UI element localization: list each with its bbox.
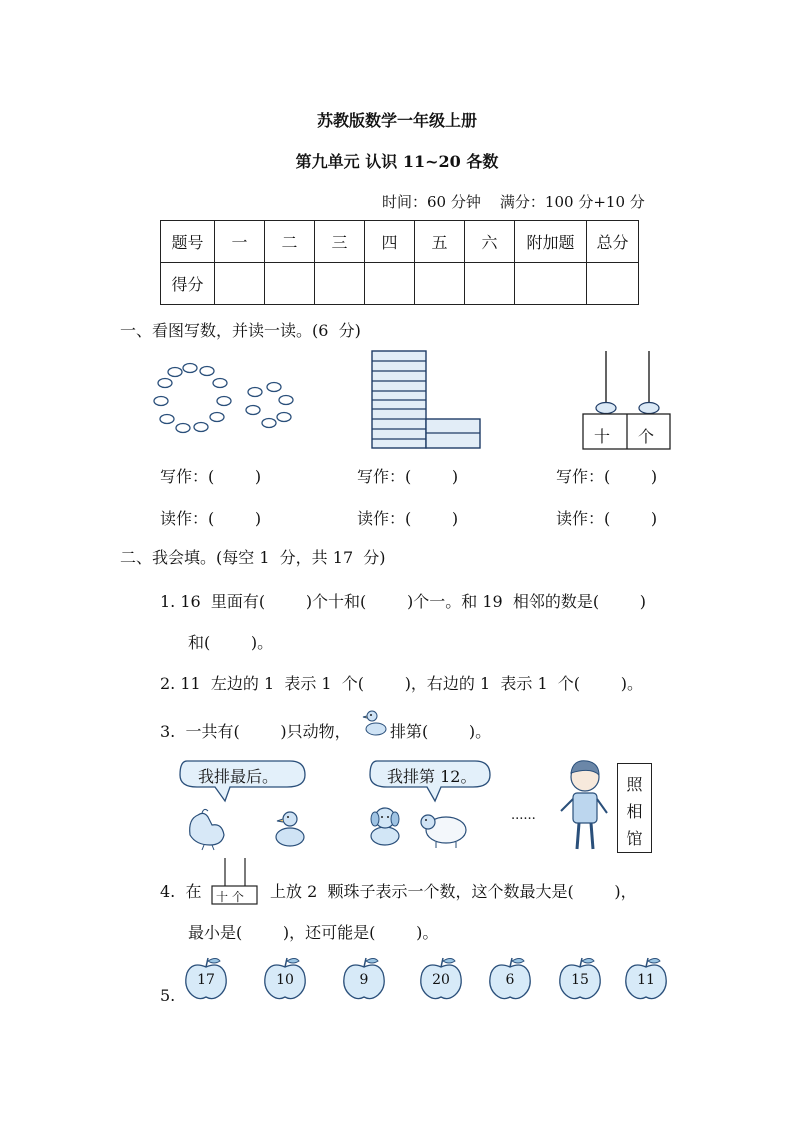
apple-number-20[interactable] xyxy=(417,955,465,1003)
score-input-cell[interactable] xyxy=(315,263,365,305)
ellipsis-dots: ...... xyxy=(511,808,536,823)
score-input-cell[interactable] xyxy=(215,263,265,305)
apple-number-9[interactable] xyxy=(340,955,388,1003)
write-answer-2[interactable]: 写作：( ) xyxy=(357,467,459,486)
sign-char: 馆 xyxy=(626,829,643,848)
write-answer-1[interactable]: 写作：( ) xyxy=(160,467,262,486)
table-cell: 得分 xyxy=(161,263,215,305)
read-answer-2[interactable]: 读作：( ) xyxy=(357,509,459,528)
apple-label: 17 xyxy=(197,972,215,988)
table-cell: 二 xyxy=(265,221,315,263)
duck-small-icon xyxy=(362,704,388,738)
abacus-ones-label: 个 xyxy=(638,427,655,446)
rooster-icon xyxy=(182,805,230,851)
section2-heading: 二、我会填。(每空 1 分，共 17 分) xyxy=(120,548,386,567)
table-cell: 五 xyxy=(415,221,465,263)
question-4-part-a: 4. 在 xyxy=(160,882,202,901)
table-cell: 一 xyxy=(215,221,265,263)
apple-label: 6 xyxy=(505,972,515,988)
question-3-part-a: 3. 一共有( )只动物， xyxy=(160,722,351,741)
duck-icon xyxy=(270,805,308,849)
section1-heading: 一、看图写数，并读一读。(6 分) xyxy=(120,321,361,340)
table-cell: 题号 xyxy=(161,221,215,263)
boy-icon xyxy=(555,755,615,855)
score-input-cell[interactable] xyxy=(265,263,315,305)
apple-label: 11 xyxy=(637,972,655,988)
table-row xyxy=(161,221,639,263)
read-answer-1[interactable]: 读作：( ) xyxy=(160,509,262,528)
table-cell: 四 xyxy=(365,221,415,263)
apple-number-11[interactable] xyxy=(622,955,670,1003)
apple-number-17[interactable] xyxy=(182,955,230,1003)
table-cell: 总分 xyxy=(587,221,639,263)
apple-label: 9 xyxy=(359,972,369,988)
sheep-icon xyxy=(416,808,470,850)
dog-icon xyxy=(363,802,407,848)
bars-figure xyxy=(370,349,485,451)
score-input-cell[interactable] xyxy=(415,263,465,305)
question-5-label: 5. xyxy=(160,986,176,1005)
table-cell: 附加题 xyxy=(515,221,587,263)
read-answer-3[interactable]: 读作：( ) xyxy=(556,509,658,528)
score-input-cell[interactable] xyxy=(587,263,639,305)
apple-number-15[interactable] xyxy=(556,955,604,1003)
book-title: 苏教版数学一年级上册 xyxy=(316,111,477,130)
abacus-tens-label: 十 xyxy=(594,427,611,446)
write-answer-3[interactable]: 写作：( ) xyxy=(556,467,658,486)
score-table xyxy=(160,220,639,305)
table-cell: 六 xyxy=(465,221,515,263)
table-cell: 三 xyxy=(315,221,365,263)
question-1-line1: 1. 16 里面有( )个十和( )个一。和 19 相邻的数是( ) xyxy=(160,592,647,611)
photo-studio-sign xyxy=(617,763,652,853)
question-4-part-b: 上放 2 颗珠子表示一个数，这个数最大是( )， xyxy=(270,882,637,901)
apple-label: 10 xyxy=(276,972,294,988)
apple-number-6[interactable] xyxy=(486,955,534,1003)
sign-char: 相 xyxy=(626,802,643,821)
unit-title: 第九单元 认识 11~20 各数 xyxy=(295,152,499,171)
apple-label: 20 xyxy=(432,972,450,988)
circles-figure xyxy=(150,355,310,445)
question-3-part-b: 排第( )。 xyxy=(390,722,492,741)
small-abacus-labels: 十 个 xyxy=(216,890,244,904)
bubble-text-1: 我排最后。 xyxy=(198,767,279,786)
question-1-line2: 和( )。 xyxy=(188,633,274,652)
question-4-line2: 最小是( )，还可能是( )。 xyxy=(188,923,439,942)
score-input-cell[interactable] xyxy=(465,263,515,305)
table-row xyxy=(161,263,639,305)
bubble-text-2: 我排第 12。 xyxy=(387,767,477,786)
sign-char: 照 xyxy=(626,775,643,794)
apple-number-10[interactable] xyxy=(261,955,309,1003)
time-score-meta: 时间：60 分钟 满分：100 分+10 分 xyxy=(382,193,645,211)
apple-label: 15 xyxy=(571,972,589,988)
score-input-cell[interactable] xyxy=(515,263,587,305)
score-input-cell[interactable] xyxy=(365,263,415,305)
question-2: 2. 11 左边的 1 表示 1 个( )，右边的 1 表示 1 个( )。 xyxy=(160,674,643,693)
